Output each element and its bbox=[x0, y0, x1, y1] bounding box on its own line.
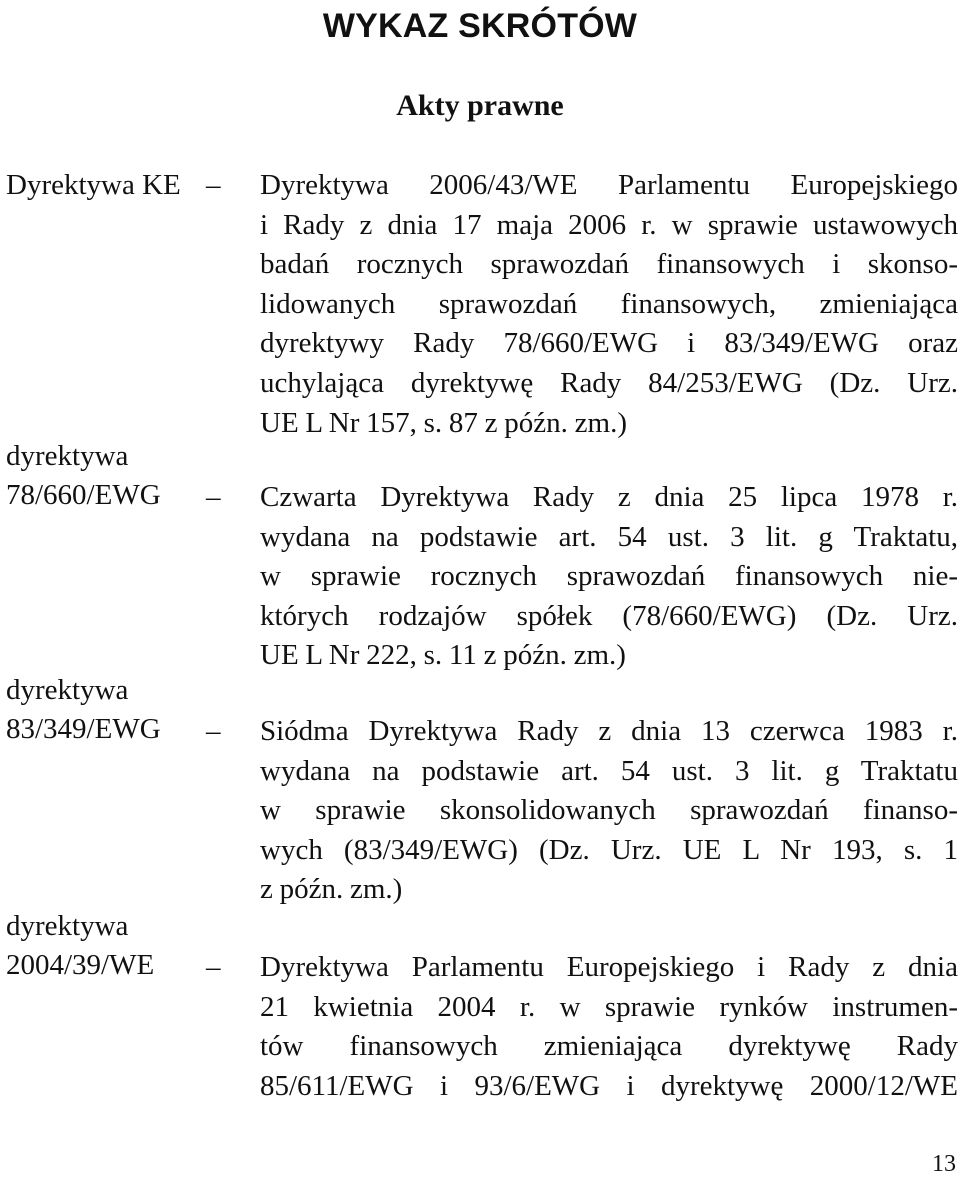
description-line: 21 kwietnia 2004 r. w sprawie rynków instrumen- bbox=[260, 990, 958, 1023]
entry-term-line: dyrektywa bbox=[6, 674, 129, 706]
description-line: i Rady z dnia 17 maja 2006 r. w sprawie ustawowych bbox=[260, 208, 958, 241]
entry-description-2004-39-we bbox=[260, 948, 958, 1106]
entry-term-line: dyrektywa bbox=[6, 440, 129, 472]
entry-dash: – bbox=[206, 481, 221, 513]
entry-dash: – bbox=[206, 951, 221, 983]
entry-dash: – bbox=[206, 169, 221, 201]
entry-description-83-349-ewg bbox=[260, 712, 958, 910]
page-title: WYKAZ SKRÓTÓW bbox=[322, 7, 638, 45]
description-line: dyrektywy Rady 78/660/EWG i 83/349/EWG oraz bbox=[260, 327, 958, 360]
entry-description-78-660-ewg bbox=[260, 478, 958, 676]
description-line: lidowanych sprawozdań finansowych, zmieniająca bbox=[260, 287, 958, 320]
description-line: Siódma Dyrektywa Rady z dnia 13 czerwca 1983 r. bbox=[260, 715, 958, 747]
description-line: uchylająca dyrektywę Rady 84/253/EWG (Dz. Urz. bbox=[260, 366, 958, 399]
description-line: badań rocznych sprawozdań finansowych i skonso- bbox=[260, 248, 958, 281]
description-line: UE L Nr 222, s. 11 z późn. zm.) bbox=[260, 639, 626, 672]
description-line: Czwarta Dyrektywa Rady z dnia 25 lipca 1978 r. bbox=[260, 481, 958, 513]
description-line: tów finansowych zmieniająca dyrektywę Rady bbox=[260, 1030, 958, 1063]
entry-term-line: 83/349/EWG bbox=[6, 713, 161, 745]
entry-term-2004-39-we bbox=[6, 908, 154, 986]
description-line: wydana na podstawie art. 54 ust. 3 lit. g Traktatu, bbox=[260, 520, 958, 553]
entry-term-line: Dyrektywa KE bbox=[6, 169, 181, 201]
description-line: wydana na podstawie art. 54 ust. 3 lit. g Traktatu bbox=[260, 754, 958, 787]
page-number: 13 bbox=[932, 1151, 956, 1177]
description-line: w sprawie skonsolidowanych sprawozdań finanso- bbox=[260, 794, 958, 827]
description-line: 85/611/EWG i 93/6/EWG i dyrektywę 2000/12/WE bbox=[260, 1069, 958, 1102]
description-line: których rodzajów spółek (78/660/EWG) (Dz. Urz. bbox=[260, 599, 958, 632]
entry-dash: – bbox=[206, 715, 221, 747]
entry-description-dyrektywa-ke bbox=[260, 166, 958, 443]
description-line: w sprawie rocznych sprawozdań finansowych nie- bbox=[260, 560, 958, 593]
entry-term-line: dyrektywa bbox=[6, 910, 129, 942]
entry-term-dyrektywa-ke bbox=[6, 164, 181, 206]
entry-term-line: 78/660/EWG bbox=[6, 479, 161, 511]
entry-term-78-660-ewg bbox=[6, 438, 161, 516]
description-line: wych (83/349/EWG) (Dz. Urz. UE L Nr 193, s. 1 bbox=[260, 833, 958, 866]
description-line: UE L Nr 157, s. 87 z późn. zm.) bbox=[260, 406, 628, 439]
section-subtitle: Akty prawne bbox=[396, 89, 564, 122]
entry-term-line: 2004/39/WE bbox=[6, 949, 155, 981]
entry-term-83-349-ewg bbox=[6, 672, 161, 750]
description-line: Dyrektywa 2006/43/WE Parlamentu Europejskiego bbox=[260, 169, 958, 201]
description-line: z późn. zm.) bbox=[260, 873, 403, 906]
description-line: Dyrektywa Parlamentu Europejskiego i Rady z dnia bbox=[260, 951, 958, 983]
